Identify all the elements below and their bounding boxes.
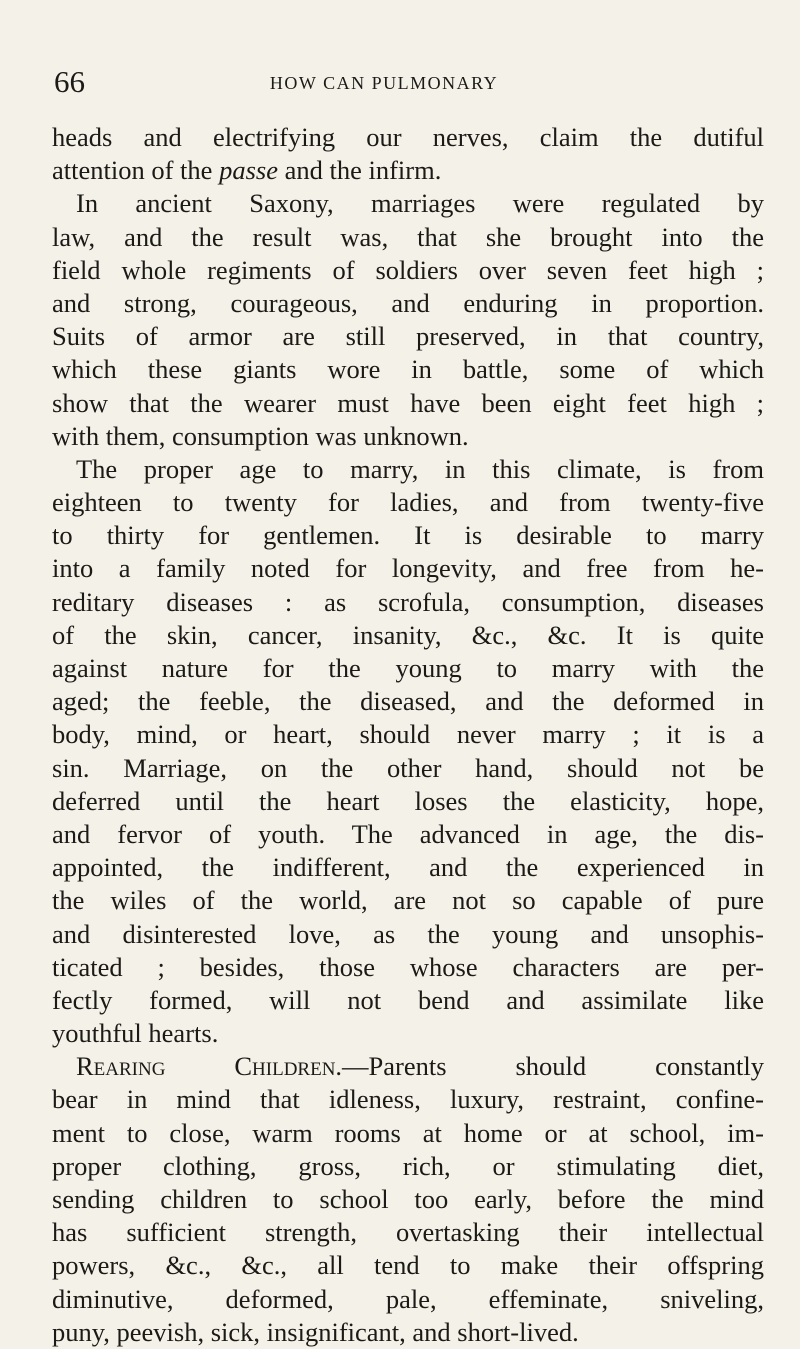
paragraph-start: In ancient Saxony, marriages were regulated by	[76, 188, 764, 219]
text-line: aged; the feeble, the diseased, and the deformed in	[52, 686, 764, 717]
text-line: bear in mind that idleness, luxury, restraint, confine-	[52, 1084, 764, 1115]
text-line: law, and the result was, that she brought into the	[52, 221, 764, 252]
text-line: body, mind, or heart, should never marry ; it is a	[52, 719, 764, 750]
text-line: eighteen to twenty for ladies, and from twenty-five	[52, 487, 764, 518]
text-line: has sufficient strength, overtasking their intellectual	[52, 1217, 764, 1248]
text-line: fectly formed, will not bend and assimilate like	[52, 984, 764, 1015]
text-line: ment to close, warm rooms at home or at school, im-	[52, 1117, 764, 1148]
running-head	[54, 64, 754, 100]
italic-word: passe	[219, 155, 278, 186]
text-line: Suits of armor are still preserved, in that country,	[52, 321, 764, 352]
section-heading-line: Rearing Children.—Parents should constantly	[76, 1051, 764, 1082]
text-line: the wiles of the world, are not so capable of pure	[52, 885, 764, 916]
text-line: sending children to school too early, before the mind	[52, 1184, 764, 1214]
text-line: heads and electrifying our nerves, claim the dutiful	[52, 122, 764, 152]
text-line: sin. Marriage, on the other hand, should not be	[52, 752, 764, 783]
page-number: 66	[54, 64, 85, 99]
text-line: show that the wearer must have been eight feet high ;	[52, 387, 764, 418]
text-line: ticated ; besides, those whose characters are per-	[52, 951, 764, 982]
paragraph-start: The proper age to marry, in this climate, is from	[76, 453, 764, 484]
text-line: powers, &c., &c., all tend to make their offspring	[52, 1250, 764, 1281]
text-line: youthful hearts.	[52, 1018, 219, 1049]
text-line: puny, peevish, sick, insignificant, and short-lived.	[52, 1316, 579, 1347]
text-line: against nature for the young to marry with the	[52, 653, 764, 683]
text-line: into a family noted for longevity, and free from he-	[52, 553, 764, 584]
text-line: and disinterested love, as the young and unsophis-	[52, 918, 764, 949]
text-line: deferred until the heart loses the elasticity, hope,	[52, 785, 764, 816]
text-line: proper clothing, gross, rich, or stimulating diet,	[52, 1150, 764, 1181]
section-heading: Rearing Children.	[76, 1051, 343, 1082]
text-line: which these giants wore in battle, some of which	[52, 354, 764, 385]
text-line: reditary diseases : as scrofula, consumption, diseases	[52, 586, 764, 617]
text-line: with them, consumption was unknown.	[52, 420, 469, 451]
body-text	[52, 121, 764, 1349]
text-line: diminutive, deformed, pale, effeminate, sniveling,	[52, 1283, 764, 1314]
text-line: appointed, the indifferent, and the experienced in	[52, 852, 764, 883]
text-line: field whole regiments of soldiers over seven feet high ;	[52, 254, 764, 285]
text-line: and fervor of youth. The advanced in age, the dis-	[52, 818, 764, 849]
text-line: of the skin, cancer, insanity, &c., &c. It is quite	[52, 619, 764, 650]
text-line: to thirty for gentlemen. It is desirable to marry	[52, 520, 764, 551]
running-title: HOW CAN PULMONARY	[269, 73, 499, 93]
text-line: attention of the passe and the infirm.	[52, 155, 442, 186]
text-line: and strong, courageous, and enduring in proportion.	[52, 287, 764, 318]
